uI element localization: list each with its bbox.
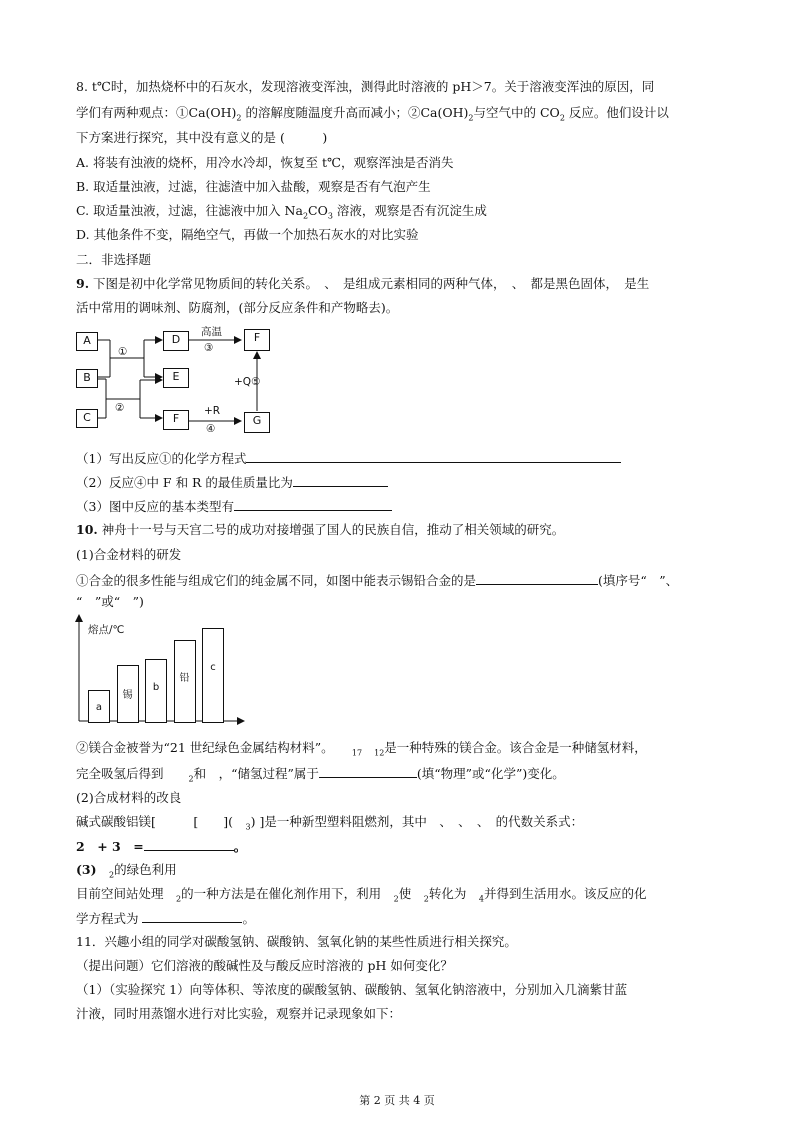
bar-label-3: 铅 — [179, 673, 190, 684]
answer-blank[interactable] — [319, 765, 417, 778]
q8-line2-part-b: 的溶解度随温度升高而减小；②Ca(OH) — [241, 105, 469, 120]
q10-space-line2 — [76, 910, 255, 927]
q11-line4: 汁液，同时用蒸馏水进行对比实验，观察并记录现象如下： — [76, 1006, 402, 1021]
q8-option-c-part-a: C. 取适量浊液，过滤，往滤液中加入 Na — [76, 203, 303, 218]
q8-line3: 下方案进行探究，其中没有意义的是 ( ) — [76, 130, 328, 145]
high-temp-label: 高温 — [201, 326, 222, 338]
subscript: 3 — [245, 822, 251, 832]
plus-r-label: +R — [204, 405, 221, 417]
section-heading: 二．非选择题 — [76, 252, 152, 267]
box-a: A — [76, 332, 98, 351]
q11-line1: 11．兴趣小组的同学对碳酸氢钠、碳酸钠、氢氧化钠的某些性质进行相关探究。 — [76, 934, 517, 949]
q9-number: 9. — [76, 276, 90, 291]
q10-item1-text: ①合金的很多性能与组成它们的纯金属不同，如图中能表示锡铅合金的是 — [76, 573, 477, 588]
y-axis-label: 熔点/℃ — [88, 624, 125, 636]
subscript: 2 — [176, 894, 182, 904]
reaction-1-label: ① — [118, 346, 128, 358]
q8-option-b: B. 取适量浊液，过滤，往滤渣中加入盐酸，观察是否有气泡产生 — [76, 179, 431, 194]
q10-basic-salt-text-b: ) ]是一种新型塑料阻燃剂，其中 、 、 、 的代数关系式： — [250, 814, 584, 829]
bar-label-0: a — [95, 702, 103, 713]
q10-item1-cont: “ ”或“ ”) — [76, 594, 144, 609]
q10-item3-hint: (填“物理”或“化学”)变化。 — [416, 766, 565, 781]
q10-item3 — [76, 765, 565, 788]
q10-part1-title: (1)合金材料的研发 — [76, 547, 182, 562]
q8-line2-part-d: 反应。他们设计以 — [564, 105, 669, 120]
q10-basic-salt — [76, 814, 583, 836]
q10-item3-text-b: 和 ，“储氢过程”属于 — [193, 766, 319, 781]
subscript: 2 — [188, 774, 194, 784]
subscript: 2 — [236, 113, 242, 123]
q10-line1-text: 神舟十一号与天宫二号的成功对接增强了国人的民族自信，推动了相关领域的研究。 — [97, 522, 565, 537]
box-f-lower: F — [163, 410, 189, 430]
bar-2 — [145, 659, 167, 723]
q10-part3-text: 的绿色利用 — [114, 862, 177, 877]
q10-item2 — [76, 740, 647, 762]
bar-label-2: b — [152, 682, 160, 693]
period: 。 — [233, 839, 247, 854]
q10-item3-text: 完全吸氢后得到 — [76, 766, 189, 781]
q10-equation-text: 2 + 3 = — [76, 839, 144, 854]
q8-option-d: D. 其他条件不变，隔绝空气，再做一个加热石灰水的对比实验 — [76, 227, 419, 242]
q8-option-c-part-c: 溶液，观察是否有沉淀生成 — [332, 203, 487, 218]
q8-line2-part-a: 学们有两种观点：①Ca(OH) — [76, 105, 237, 120]
subscript: 2 — [423, 894, 429, 904]
box-g: G — [244, 412, 270, 433]
subscript: 2 — [109, 870, 115, 880]
q9-sub2-text: （2）反应④中 F 和 R 的最佳质量比为 — [76, 475, 293, 490]
q10-number: 10. — [76, 522, 98, 537]
plus-q-text: +Q — [234, 376, 252, 388]
q9-sub3-text: （3）图中反应的基本类型有 — [76, 499, 234, 514]
q10-space-text-c: 使 — [398, 886, 424, 901]
subscript: 12 — [374, 748, 385, 758]
q10-space-text-e: 并得到生活用水。该反应的化 — [483, 886, 647, 901]
q10-space-line2-text: 学方程式为 — [76, 911, 143, 926]
q10-part3-number: (3) — [76, 862, 110, 877]
reaction-3-label: ③ — [204, 342, 214, 354]
subscript: 17 — [351, 748, 363, 758]
q10-space-line1 — [76, 886, 646, 908]
subscript: 2 — [302, 211, 309, 221]
q10-space-text-b: 的一种方法是在催化剂作用下，利用 — [181, 886, 394, 901]
bar-label-4: c — [210, 662, 216, 673]
period: 。 — [242, 911, 255, 926]
q10-item2-text: ②镁合金被誉为“21 世纪绿色金属结构材料”。 — [76, 740, 340, 755]
bar-0 — [88, 690, 110, 723]
reaction-5-label: ⑤ — [251, 376, 261, 388]
q9-line2: 活中常用的调味剂、防腐剂，(部分反应条件和产物略去)。 — [76, 300, 399, 315]
subscript: 2 — [393, 894, 399, 904]
q10-part2-title: (2)合成材料的改良 — [76, 790, 182, 805]
q10-item2-text-b: 是一种特殊的镁合金。该合金是一种储氢材料， — [384, 740, 647, 755]
q10-space-text-a: 目前空间站处理 — [76, 886, 177, 901]
box-c: C — [76, 409, 98, 428]
reaction-4-label: ④ — [206, 423, 216, 435]
q8-option-c-part-b: CO — [308, 203, 328, 218]
box-f-upper: F — [244, 329, 270, 351]
q9-line1-text: 下图是初中化学常见物质间的转化关系。 、 是组成元素相同的两种气体， 、 都是黑色固体， 是生 — [89, 276, 650, 291]
q11-line2: （提出问题）它们溶液的酸碱性及与酸反应时溶液的 pH 如何变化？ — [76, 958, 453, 973]
subscript: 2 — [468, 113, 474, 123]
bar-4 — [202, 628, 224, 723]
box-e: E — [163, 368, 189, 388]
subscript: 4 — [478, 894, 484, 904]
subscript: 3 — [327, 211, 333, 221]
page-footer: 第 2 页 共 4 页 — [359, 1094, 435, 1107]
q10-item1-hint: (填序号“ ”、 — [598, 573, 679, 588]
box-d: D — [163, 331, 189, 351]
q8-line2-part-c: 与空气中的 CO — [473, 105, 560, 120]
q8-option-a: A. 将装有浊液的烧杯，用冷水冷却，恢复至 t℃，观察浑浊是否消失 — [76, 155, 454, 170]
answer-blank[interactable] — [142, 910, 242, 923]
box-b: B — [76, 369, 98, 388]
q8-line1: 8. t℃时，加热烧杯中的石灰水，发现溶液变浑浊，测得此时溶液的 pH＞7。关于溶液变浑浊的原因，同 — [76, 79, 655, 94]
reaction-2-label: ② — [115, 402, 125, 414]
q10-basic-salt-text: 碱式碳酸铝镁[ [ ]( — [76, 814, 246, 829]
q10-space-text-d: 转化为 — [428, 886, 479, 901]
subscript: 2 — [559, 113, 565, 123]
q10-equation — [76, 838, 246, 855]
bar-label-1: 锡 — [122, 690, 133, 701]
q9-sub1-text: （1）写出反应①的化学方程式 — [76, 451, 247, 466]
q10-part3-title — [76, 862, 177, 884]
q11-line3: （1）（实验探究 1）向等体积、等浓度的碳酸氢钠、碳酸钠、氢氧化钠溶液中，分别加入几滴紫甘蓝 — [76, 982, 628, 997]
bar-1 — [117, 665, 139, 723]
bar-3 — [174, 640, 196, 723]
answer-blank[interactable] — [144, 838, 234, 851]
